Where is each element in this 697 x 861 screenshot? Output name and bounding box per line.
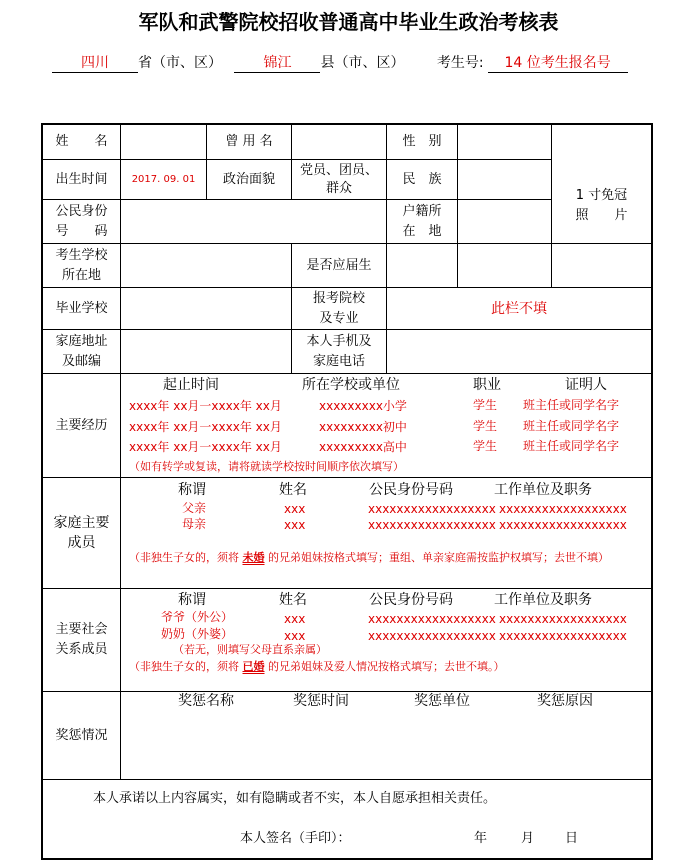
grad-school-field[interactable] [121,288,291,329]
family-note-c: 的兄弟姐妹按格式填写；重组、单亲家庭需按监护权填写；去世不填） [264,551,609,564]
ethnic-field[interactable] [458,160,551,199]
awards-header-name: 奖惩名称 [178,693,234,709]
province-suffix: 省（市、区） [138,55,222,71]
id-field[interactable] [121,200,386,243]
family-row-id[interactable]: xxxxxxxxxxxxxxxxxx [368,518,496,532]
awards-field[interactable] [121,711,651,777]
name-label: 姓 名 [55,134,108,149]
social-row-name[interactable]: xxx [284,629,306,643]
exp-note: （如有转学或复读，请将就读学校按时间顺序依次填写） [129,460,404,473]
gender-label: 性 别 [402,134,442,149]
family-header-title: 称谓 [178,482,206,498]
political-label: 政治面貌 [222,171,275,187]
fresh-grad-label: 是否应届生 [306,257,372,273]
province-field[interactable]: 四川 [52,52,138,73]
family-note-a: （非独生子女的，须将 [129,551,243,564]
date-month: 月 [521,831,535,846]
exp-row-witness[interactable]: 班主任或同学名字 [523,439,620,453]
family-row-title[interactable]: 父亲 [182,501,207,515]
exam-no-label: 考生号: [436,55,484,71]
exp-row-job[interactable]: 学生 [473,419,498,433]
exp-header-job: 职业 [473,377,501,393]
ethnic-label: 民 族 [402,171,442,187]
social-header-name: 姓名 [279,592,307,608]
family-row-name[interactable]: xxx [284,518,306,532]
exp-row-time[interactable]: xxxx年 xx月一xxxx年 xx月 [129,420,282,434]
experience-label: 主要经历 [55,417,108,433]
date-day: 日 [565,831,579,846]
exp-header-time: 起止时间 [163,377,219,393]
school-loc-field[interactable] [121,244,291,287]
exp-header-witness: 证明人 [565,377,607,393]
social-row-title[interactable]: 奶奶（外婆） [161,627,234,641]
social-note2-c: 的兄弟姐妹及爱人情况按格式填写；去世不填。） [264,660,505,673]
social-header-title: 称谓 [178,592,206,608]
awards-header-time: 奖惩时间 [293,693,349,709]
apply-label: 报考院校 及专业 [312,290,365,326]
exp-row-witness[interactable]: 班主任或同学名字 [523,398,620,412]
photo-box[interactable]: 1 寸免冠 照 片 [575,188,628,223]
gender-field[interactable] [458,125,551,159]
header-line [52,52,628,73]
fresh-grad-field[interactable] [387,244,551,287]
hukou-field[interactable] [458,200,551,243]
awards-label: 奖惩情况 [55,727,108,743]
grad-school-label: 毕业学校 [55,300,108,316]
social-row-id[interactable]: xxxxxxxxxxxxxxxxxx [368,612,496,626]
family-label: 家庭主要 成员 [53,515,110,551]
pledge-text: 本人承诺以上内容属实，如有隐瞒或者不实，本人自愿承担相关责任。 [93,791,497,806]
social-row-work[interactable]: xxxxxxxxxxxxxxxxxx [499,629,627,643]
exp-header-school: 所在学校或单位 [302,377,400,393]
assessment-form [41,123,653,860]
exp-row-job[interactable]: 学生 [473,398,498,412]
social-header-id: 公民身份号码 [369,592,453,608]
social-row-name[interactable]: xxx [284,612,306,626]
family-row-name[interactable]: xxx [284,502,306,516]
exp-row-school[interactable]: xxxxxxxxx初中 [319,420,407,434]
family-row-work[interactable]: xxxxxxxxxxxxxxxxxx [499,502,627,516]
alias-field[interactable] [292,125,386,159]
family-header-name: 姓名 [279,482,307,498]
birth-field[interactable]: 2017. 09. 01 [131,173,196,185]
social-note2-married: 已婚 [242,660,265,673]
exp-row-school[interactable]: xxxxxxxxx高中 [319,440,407,454]
school-loc-label: 考生学校 所在地 [55,247,108,283]
birth-label: 出生时间 [55,171,108,187]
family-header-work: 工作单位及职务 [494,482,592,498]
family-note-unmarried: 未婚 [242,551,265,564]
county-suffix: 县（市、区） [320,55,405,71]
signature-label: 本人签名（手印）： [240,831,351,846]
family-header-id: 公民身份号码 [369,482,453,498]
social-row-id[interactable]: xxxxxxxxxxxxxxxxxx [368,629,496,643]
apply-note: 此栏不填 [491,300,547,317]
family-row-id[interactable]: xxxxxxxxxxxxxxxxxx [368,502,496,516]
phone-field[interactable] [387,330,651,373]
exp-row-school[interactable]: xxxxxxxxx小学 [319,399,407,413]
address-label: 家庭地址 及邮编 [55,333,108,369]
exp-row-witness[interactable]: 班主任或同学名字 [523,419,620,433]
phone-label: 本人手机及 家庭电话 [306,333,372,369]
social-note2-a: （非独生子女的，须将 [129,660,243,673]
date-year: 年 [474,831,488,846]
awards-header-unit: 奖惩单位 [414,693,470,709]
signature-field[interactable] [368,831,478,847]
social-label: 主要社会 关系成员 [55,622,108,657]
family-row-title[interactable]: 母亲 [182,517,207,531]
exp-row-job[interactable]: 学生 [473,439,498,453]
alias-label: 曾 用 名 [225,134,273,149]
social-note1: （若无，则填写父母直系亲属） [173,643,327,656]
id-label: 公民身份 号 码 [55,203,108,239]
page-title: 军队和武警院校招收普通高中毕业生政治考核表 [138,10,559,34]
exp-row-time[interactable]: xxxx年 xx月一xxxx年 xx月 [129,399,282,413]
family-note [129,550,609,566]
exp-row-time[interactable]: xxxx年 xx月一xxxx年 xx月 [129,440,282,454]
party-options: 党员、团员、 群众 [299,162,378,196]
awards-header-reason: 奖惩原因 [537,693,593,709]
hukou-label: 户籍所 在 地 [402,203,442,239]
social-row-work[interactable]: xxxxxxxxxxxxxxxxxx [499,612,627,626]
exam-no-field[interactable]: 14 位考生报名号 [488,52,628,73]
county-field[interactable]: 锦江 [234,52,320,73]
address-field[interactable] [121,330,291,373]
name-field[interactable] [121,125,206,159]
social-header-work: 工作单位及职务 [494,592,592,608]
family-row-work[interactable]: xxxxxxxxxxxxxxxxxx [499,518,627,532]
social-note2 [129,659,505,675]
social-row-title[interactable]: 爷爷（外公） [161,610,234,624]
